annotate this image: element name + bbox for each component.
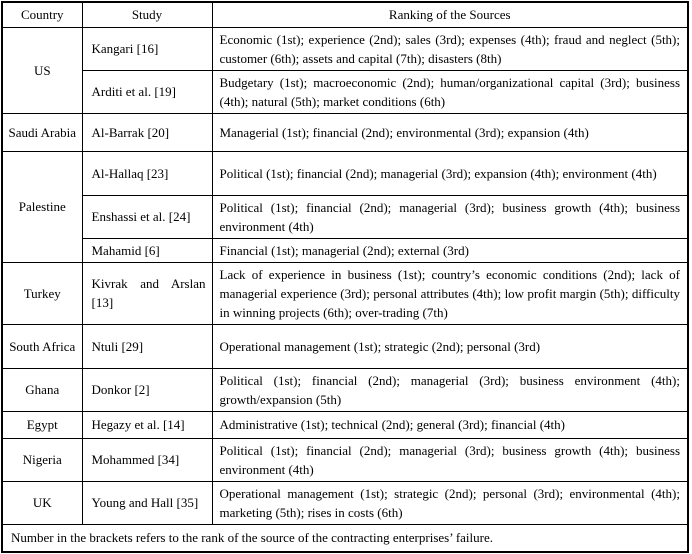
country-cell-south-africa: South Africa xyxy=(2,324,82,368)
table-row-young-hall xyxy=(2,481,688,524)
study-cell: Mahamid [6] xyxy=(82,238,212,262)
study-cell: Kangari [16] xyxy=(82,27,212,70)
country-cell-us: US xyxy=(2,27,82,113)
study-cell: Arditi et al. [19] xyxy=(82,70,212,113)
ranking-cell: Operational management (1st); strategic (2nd); personal (3rd); environmental (4th); marketing (5th); rises in costs (6th) xyxy=(212,481,688,524)
ranking-cell: Budgetary (1st); macroeconomic (2nd); human/organizational capital (3rd); business (4th); natural (5th); market conditions (6th) xyxy=(212,70,688,113)
country-cell-palestine: Palestine xyxy=(2,151,82,262)
country-cell-saudi-arabia: Saudi Arabia xyxy=(2,113,82,151)
ranking-cell: Managerial (1st); financial (2nd); environmental (3rd); expansion (4th) xyxy=(212,113,688,151)
ranking-cell: Political (1st); financial (2nd); managerial (3rd); business growth (4th); business environment (4th) xyxy=(212,195,688,238)
ranking-cell: Financial (1st); managerial (2nd); external (3rd) xyxy=(212,238,688,262)
col-header-country: Country xyxy=(2,2,82,27)
table-row-donkor xyxy=(2,368,688,411)
ranking-cell: Administrative (1st); technical (2nd); general (3rd); financial (4th) xyxy=(212,411,688,438)
ranking-cell: Lack of experience in business (1st); country’s economic conditions (2nd); lack of managerial experience (3rd); personal attributes (4th); low profit margin (5th); difficulty in winning projects (6th); over-trading (7th) xyxy=(212,262,688,324)
country-cell-egypt: Egypt xyxy=(2,411,82,438)
col-header-study: Study xyxy=(82,2,212,27)
study-cell: Al-Hallaq [23] xyxy=(82,151,212,195)
table-footnote-row xyxy=(2,524,688,552)
ranking-cell: Economic (1st); experience (2nd); sales (3rd); expenses (4th); fraud and neglect (5th); customer (6th); assets and capital (7th); disasters (8th) xyxy=(212,27,688,70)
country-cell-nigeria: Nigeria xyxy=(2,438,82,481)
table-row-enshassi xyxy=(2,195,688,238)
table-footnote: Number in the brackets refers to the rank of the source of the contracting enterprises’ failure. xyxy=(2,524,688,552)
study-cell: Ntuli [29] xyxy=(82,324,212,368)
study-cell: Donkor [2] xyxy=(82,368,212,411)
table-row-mohammed xyxy=(2,438,688,481)
country-cell-uk: UK xyxy=(2,481,82,524)
country-cell-ghana: Ghana xyxy=(2,368,82,411)
ranking-cell: Operational management (1st); strategic (2nd); personal (3rd) xyxy=(212,324,688,368)
col-header-ranking: Ranking of the Sources xyxy=(212,2,688,27)
ranking-cell: Political (1st); financial (2nd); managerial (3rd); business growth (4th); business environment (4th) xyxy=(212,438,688,481)
country-cell-turkey: Turkey xyxy=(2,262,82,324)
table-row-kangari xyxy=(2,27,688,70)
ranking-cell: Political (1st); financial (2nd); managerial (3rd); expansion (4th); environment (4th) xyxy=(212,151,688,195)
table-row-ntuli xyxy=(2,324,688,368)
table-row-hegazy xyxy=(2,411,688,438)
table-row-arditi xyxy=(2,70,688,113)
study-cell: Kivrak and Arslan [13] xyxy=(82,262,212,324)
table-header-row xyxy=(2,2,688,27)
failure-sources-table xyxy=(1,1,689,553)
study-cell: Al-Barrak [20] xyxy=(82,113,212,151)
table-row-kivrak xyxy=(2,262,688,324)
table-row-alhallaq xyxy=(2,151,688,195)
study-cell: Mohammed [34] xyxy=(82,438,212,481)
table-row-mahamid xyxy=(2,238,688,262)
study-cell: Hegazy et al. [14] xyxy=(82,411,212,438)
study-cell: Young and Hall [35] xyxy=(82,481,212,524)
study-cell: Enshassi et al. [24] xyxy=(82,195,212,238)
ranking-cell: Political (1st); financial (2nd); managerial (3rd); business environment (4th); growth/expansion (5th) xyxy=(212,368,688,411)
table-row-albarrak xyxy=(2,113,688,151)
